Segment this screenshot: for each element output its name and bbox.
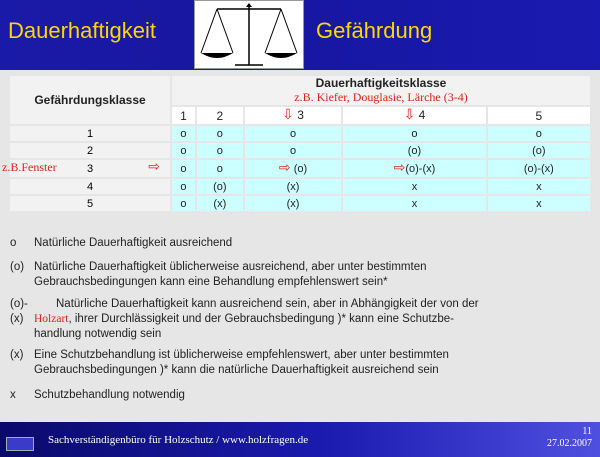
row-label: 4 — [10, 179, 170, 194]
table-row — [10, 160, 590, 177]
table-cell: o — [172, 160, 195, 177]
table-cell: (o) — [343, 143, 485, 158]
col-header: ⇩ 3 — [245, 107, 341, 124]
table-cell: x — [343, 196, 485, 211]
table-cell: (o) — [488, 143, 590, 158]
table-cell: (o) — [197, 179, 243, 194]
table-cell: ⇨ (o) — [245, 160, 341, 177]
col-header: 5 — [488, 107, 590, 124]
table-cell: o — [197, 160, 243, 177]
footer — [0, 422, 600, 457]
table-cell: o — [245, 143, 341, 158]
row-label: z.B.Fenster 3 ⇨ — [10, 160, 170, 177]
footer-text: Sachverständigenbüro für Holzschutz / www.holzfragen.de — [48, 434, 309, 446]
title-right: Gefährdung — [316, 18, 433, 43]
col-group-header: Dauerhaftigkeitsklasse z.B. Kiefer, Douglasie, Lärche (3-4) — [172, 76, 590, 105]
table-cell: ⇨(o)-(x) — [343, 160, 485, 177]
table-cell: x — [488, 196, 590, 211]
table-cell: o — [245, 126, 341, 141]
col-header: 1 — [172, 107, 195, 124]
col-header: 2 — [197, 107, 243, 124]
row-label: 5 — [10, 196, 170, 211]
table-row — [10, 179, 590, 194]
row-note: z.B.Fenster — [2, 160, 57, 174]
page-info — [547, 426, 592, 450]
table-cell: o — [197, 126, 243, 141]
logo-icon — [6, 437, 34, 451]
table-cell: x — [343, 179, 485, 194]
table-row — [10, 143, 590, 158]
table-cell: o — [343, 126, 485, 141]
table-cell: o — [172, 143, 195, 158]
table-cell: o — [488, 126, 590, 141]
scale-image — [194, 0, 304, 69]
title-bar — [0, 0, 600, 70]
row-header: Gefährdungsklasse — [10, 76, 170, 124]
page-date: 27.02.2007 — [547, 438, 592, 449]
slide-content: Gefährdungsklasse Dauerhaftigkeitsklasse z.B. Kiefer, Douglasie, Lärche (3-4) 1 2 ⇩ 3 ⇩ 4 5 1 o o o o o 2 o o o (o) (o) z.B.Fenster 3 ⇨ o o ⇨ (o) ⇨(o)-(x) (o)-(x) 4 o (o) (x) x x 5 o (x) (x) x x o Natürliche Dauerhaftigkeit ausreichend (o) Natürliche Dauerhaftigkeit üblicherweise ausreichend, aber unter bestimmten Gebrauchsbedingungen kann eine Behandlung empfehlenswert sein* (o)-(x) Natürliche Dauerhaftigkeit kann ausreichend sein, aber in Abhängigkeit der von der Holzart, ihrer Durchlässigkeit und der Gebrauchsbedingung )* kann eine Schutzbe- handlung notwendig sein (x) Eine Schutzbehandlung ist üblicherweise empfehlenswert, aber unter bestimmten Gebrauchsbedingungen )* kann die natürliche Dauerhaftigkeit ausreichend sein x Schutzbehandlung notwendig — [0, 70, 600, 422]
table-cell: x — [488, 179, 590, 194]
table-row — [10, 196, 590, 211]
title-left: Dauerhaftigkeit — [8, 18, 156, 43]
right-arrow-icon: ⇨ — [148, 160, 160, 175]
table-cell: o — [172, 196, 195, 211]
table-cell: (x) — [245, 179, 341, 194]
row-label: 1 — [10, 126, 170, 141]
col-note: z.B. Kiefer, Douglasie, Lärche (3-4) — [294, 90, 468, 104]
table-cell: (x) — [197, 196, 243, 211]
table-cell: (o)-(x) — [488, 160, 590, 177]
table-cell: o — [172, 126, 195, 141]
balance-scale-icon — [195, 1, 303, 68]
table-cell: (x) — [245, 196, 341, 211]
table-cell: o — [197, 143, 243, 158]
page-number: 11 — [582, 426, 592, 437]
holzart-link: Holzart — [34, 313, 69, 325]
col-header: ⇩ 4 — [343, 107, 485, 124]
table-row — [10, 126, 590, 141]
row-label: 2 — [10, 143, 170, 158]
table-cell: o — [172, 179, 195, 194]
classification-table — [2, 74, 592, 213]
